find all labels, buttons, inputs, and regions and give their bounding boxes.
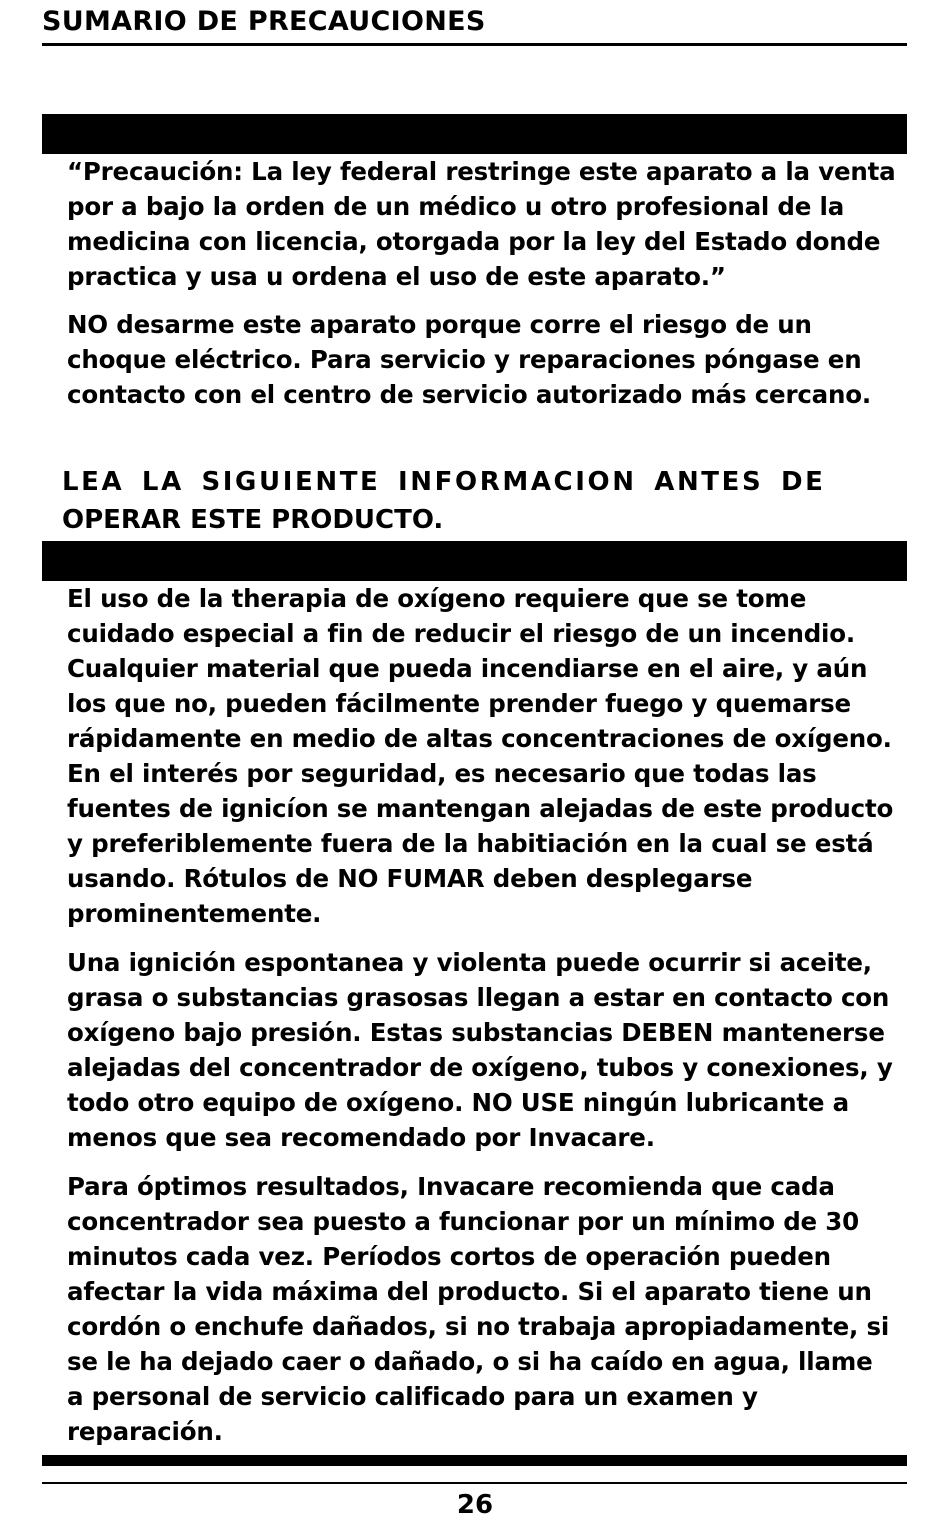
page-number: 26 [456,1490,494,1520]
read-before-operating-heading [62,463,902,539]
federal-law-caution-text: “Precaución: La ley federal restringe este aparato a la venta por a bajo la orden de un médico u otro profesional de la medicina con licencia, otorgada por la ley del Estado donde practica y usa u ordena el uso de este aparato.” [67,157,896,291]
oxygen-fire-risk-paragraph [67,581,897,931]
disassemble-strong-text: NO [67,310,108,339]
footer-rule [42,1482,907,1484]
oxygen-fire-risk-text-end: deben desplegarse prominentemente. [67,864,753,928]
optimal-results-text: Para óptimos resultados, Invacare recomienda que cada concentrador sea puesto a funcionar por un mínimo de 30 minutos cada vez. Períodos cortos de operación pueden afectar la vida máxima del producto. Si el aparato tiene un cordón o enchufe dañados, si no trabaja apropiadamente, si se le ha dejado caer o dañado, o si ha caído en agua, llame a personal de servicio calificado para un examen y reparación. [67,1172,890,1446]
disassemble-warning-text: desarme este aparato porque corre el riesgo de un choque eléctrico. Para servicio y reparaciones póngase en contacto con el centro de servicio autorizado más cercano. [67,310,871,409]
oxygen-fire-risk-text: El uso de la therapia de oxígeno requiere que se tome cuidado especial a fin de reducir el riesgo de un incendio. Cualquier material que pueda incendiarse en el aire, y aún los que no, pueden fácilmente prender fuego y quemarse rápidamente en medio de altas concentraciones de oxígeno. En el interés por seguridad, es necesario que todas las fuentes de ignicíon se mantengan alejadas de este producto y preferiblemente fuera de la habitiación en la cual se está usando. Rótulos de [67,584,894,893]
spontaneous-ignition-text: Una ignición espontanea y violenta puede ocurrir si aceite, grasa o substancias grasosas llegan a estar en contacto con oxígeno bajo presión. Estas substancias [67,948,890,1047]
header-rule [42,43,907,46]
disassemble-warning-paragraph [67,307,897,412]
must-strong-text: DEBEN [621,1018,714,1047]
read-heading-line-1: LEA LA SIGUIENTE INFORMACION ANTES DE [62,467,826,497]
page-header-title: SUMARIO DE PRECAUCIONES [42,6,486,37]
spontaneous-ignition-paragraph [67,945,897,1155]
spontaneous-ignition-text-end: ningún lubricante a menos que sea recomendado por Invacare. [67,1088,849,1152]
spontaneous-ignition-text-middle: mantenerse alejadas del concentrador de oxígeno, tubos y conexiones, y todo otro equipo de oxígeno. [67,1018,893,1117]
optimal-results-paragraph [67,1169,897,1449]
no-smoking-strong-text: NO FUMAR [337,864,485,893]
black-band-bottom [42,1455,907,1466]
federal-law-caution-paragraph [67,154,897,294]
black-band-middle [42,541,907,581]
read-heading-line-2: OPERAR ESTE PRODUCTO. [62,505,444,535]
black-band-top [42,114,907,154]
do-not-use-strong-text: NO USE [471,1088,575,1117]
